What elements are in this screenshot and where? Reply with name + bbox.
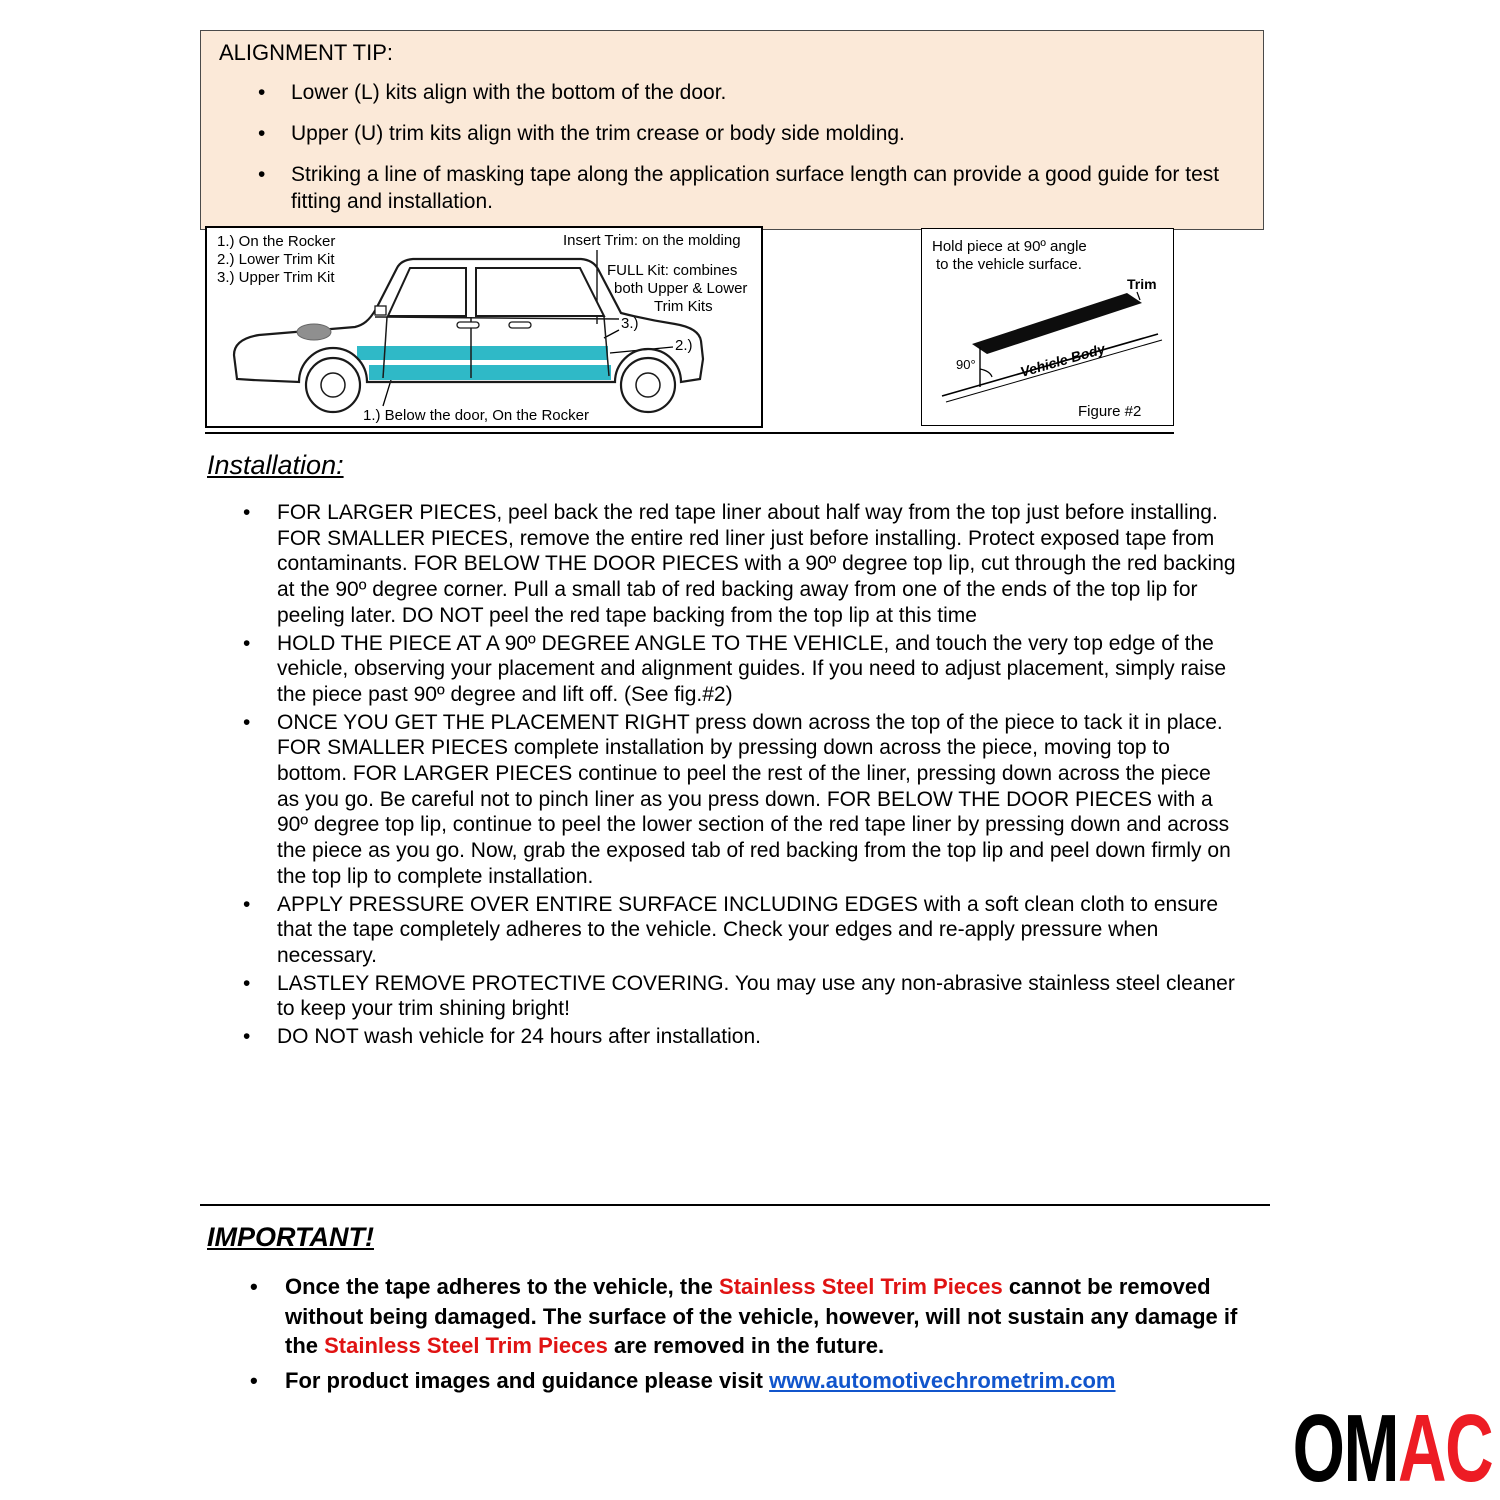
figure-2-svg <box>922 229 1173 425</box>
full-kit-label-2: both Upper & Lower <box>614 280 748 297</box>
legend-line-3: 3.) Upper Trim Kit <box>217 269 335 286</box>
important-note-link <box>285 1366 1253 1396</box>
installation-step: • HOLD THE PIECE AT A 90º DEGREE ANGLE TO THE VEHICLE, and touch the very top edge of the vehicle, observing your placement and alignment guides. If you need to adjust placement, simply raise the piece past 90º degree and lift off. (See fig.#2) <box>277 631 1237 708</box>
important-text-segment: are removed in the future. <box>607 1333 885 1358</box>
front-window <box>388 268 466 316</box>
installation-step: • FOR LARGER PIECES, peel back the red tape liner about half way from the top just before installing. FOR SMALLER PIECES, remove the entire red liner just before installing. Protect exposed tape from contaminants. FOR BELOW THE DOOR PIECES with a 90º degree top lip, cut through the red backing at the 90º degree corner. Pull a small tab of red backing away from one of the ends of the top lip for peeling later. DO NOT peel the red tape backing from the top lip at this time <box>277 500 1237 629</box>
alignment-tip-bullet: • Lower (L) kits align with the bottom of the door. <box>291 79 1245 106</box>
important-text-segment: Once the tape adheres to the vehicle, the <box>285 1274 720 1299</box>
vehicle-body-line-2 <box>946 340 1162 402</box>
omac-logo-red-letters: AC <box>1397 1394 1492 1500</box>
important-red-text: Stainless Steel Trim Pieces <box>324 1333 608 1358</box>
omac-logo-black-letters: OM <box>1292 1394 1398 1500</box>
rocker-trim-band <box>369 365 611 380</box>
rear-window <box>476 268 604 316</box>
fig2-trim-leader <box>1137 292 1140 300</box>
callout-lower-trim: 2.) <box>675 337 693 354</box>
lower-trim-band <box>357 346 608 360</box>
fender-marker <box>297 324 331 340</box>
beltline <box>375 317 619 319</box>
angle-label: 90° <box>956 357 976 372</box>
angle-arc <box>980 369 992 377</box>
rocker-label: 1.) Below the door, On the Rocker <box>363 407 589 424</box>
installation-steps-list <box>205 500 1237 1052</box>
car-trim-diagram-svg <box>207 228 761 426</box>
front-door-handle <box>457 322 479 328</box>
fig2-instruction-line-2: to the vehicle surface. <box>936 256 1082 273</box>
fig2-trim-label: Trim <box>1127 276 1157 292</box>
callout-upper-trim: 3.) <box>621 315 639 332</box>
important-text-segment: For product images and guidance please visit <box>285 1367 770 1393</box>
installation-step: • DO NOT wash vehicle for 24 hours after installation. <box>277 1024 1237 1050</box>
important-text-segment: cannot be removed without being damaged. The surface of the vehicle, however, will not sustain any damage if the <box>285 1274 1238 1358</box>
alignment-tip-title: ALIGNMENT TIP: <box>219 40 394 65</box>
legend-line-2: 2.) Lower Trim Kit <box>217 251 335 268</box>
installation-heading: Installation: <box>207 450 344 480</box>
figure-2-diagram <box>921 228 1174 426</box>
rear-door-handle <box>509 322 531 328</box>
section-divider <box>200 1204 1270 1206</box>
front-wheel <box>306 358 360 412</box>
legend-line-1: 1.) On the Rocker <box>217 233 336 250</box>
installation-step: • APPLY PRESSURE OVER ENTIRE SURFACE INCLUDING EDGES with a soft clean cloth to ensure that the tape completely adheres to the vehicle. Check your edges and re-apply pressure when necessary. <box>277 892 1237 969</box>
important-note-trim <box>285 1272 1253 1361</box>
rear-wheel <box>621 358 675 412</box>
important-red-text: Stainless Steel Trim Pieces <box>719 1274 1003 1299</box>
full-kit-label-1: FULL Kit: combines <box>607 262 738 279</box>
vehicle-body-label: Vehicle Body <box>1018 340 1107 380</box>
alignment-tip-box <box>200 30 1264 230</box>
car-trim-diagram <box>205 226 763 428</box>
full-kit-label-3: Trim Kits <box>654 298 713 315</box>
side-mirror <box>375 306 386 315</box>
trim-piece-shape <box>972 293 1142 354</box>
installation-step: • ONCE YOU GET THE PLACEMENT RIGHT press down across the top of the piece to tack it in place. FOR SMALLER PIECES complete installation by pressing down across the piece, moving top to bottom. FOR LARGER PIECES continue to peel the rest of the liner, pressing down across the piece as you go. Be careful not to pinch liner as you press down. FOR BELOW THE DOOR PIECES with a 90º degree top lip, continue to peel the lower section of the red tape liner by pressing down and across the piece as you go. Now, grab the exposed tab of red backing from the top lip and peel down firmly on the top lip to complete installation. <box>277 710 1237 890</box>
alignment-tip-bullet: • Upper (U) trim kits align with the trim crease or body side molding. <box>291 120 1245 147</box>
important-heading: IMPORTANT! <box>207 1222 374 1252</box>
insert-trim-label: Insert Trim: on the molding <box>563 232 741 249</box>
rocker-leader-line <box>383 380 391 406</box>
alignment-tip-list <box>219 79 1245 215</box>
omac-logo <box>1292 1394 1492 1500</box>
important-notes-list <box>205 1272 1253 1400</box>
alignment-tip-bullet: • Striking a line of masking tape along the application surface length can provide a good guide for test fitting and installation. <box>291 161 1245 215</box>
diagram-underline-rule <box>205 432 1174 434</box>
fig2-instruction-line-1: Hold piece at 90º angle <box>932 238 1087 255</box>
installation-step: • LASTLEY REMOVE PROTECTIVE COVERING. You may use any non-abrasive stainless steel cleaner to keep your trim shining bright! <box>277 971 1237 1022</box>
figure-caption: Figure #2 <box>1078 403 1142 420</box>
website-link[interactable]: www.automotivechrometrim.com <box>769 1367 1116 1393</box>
